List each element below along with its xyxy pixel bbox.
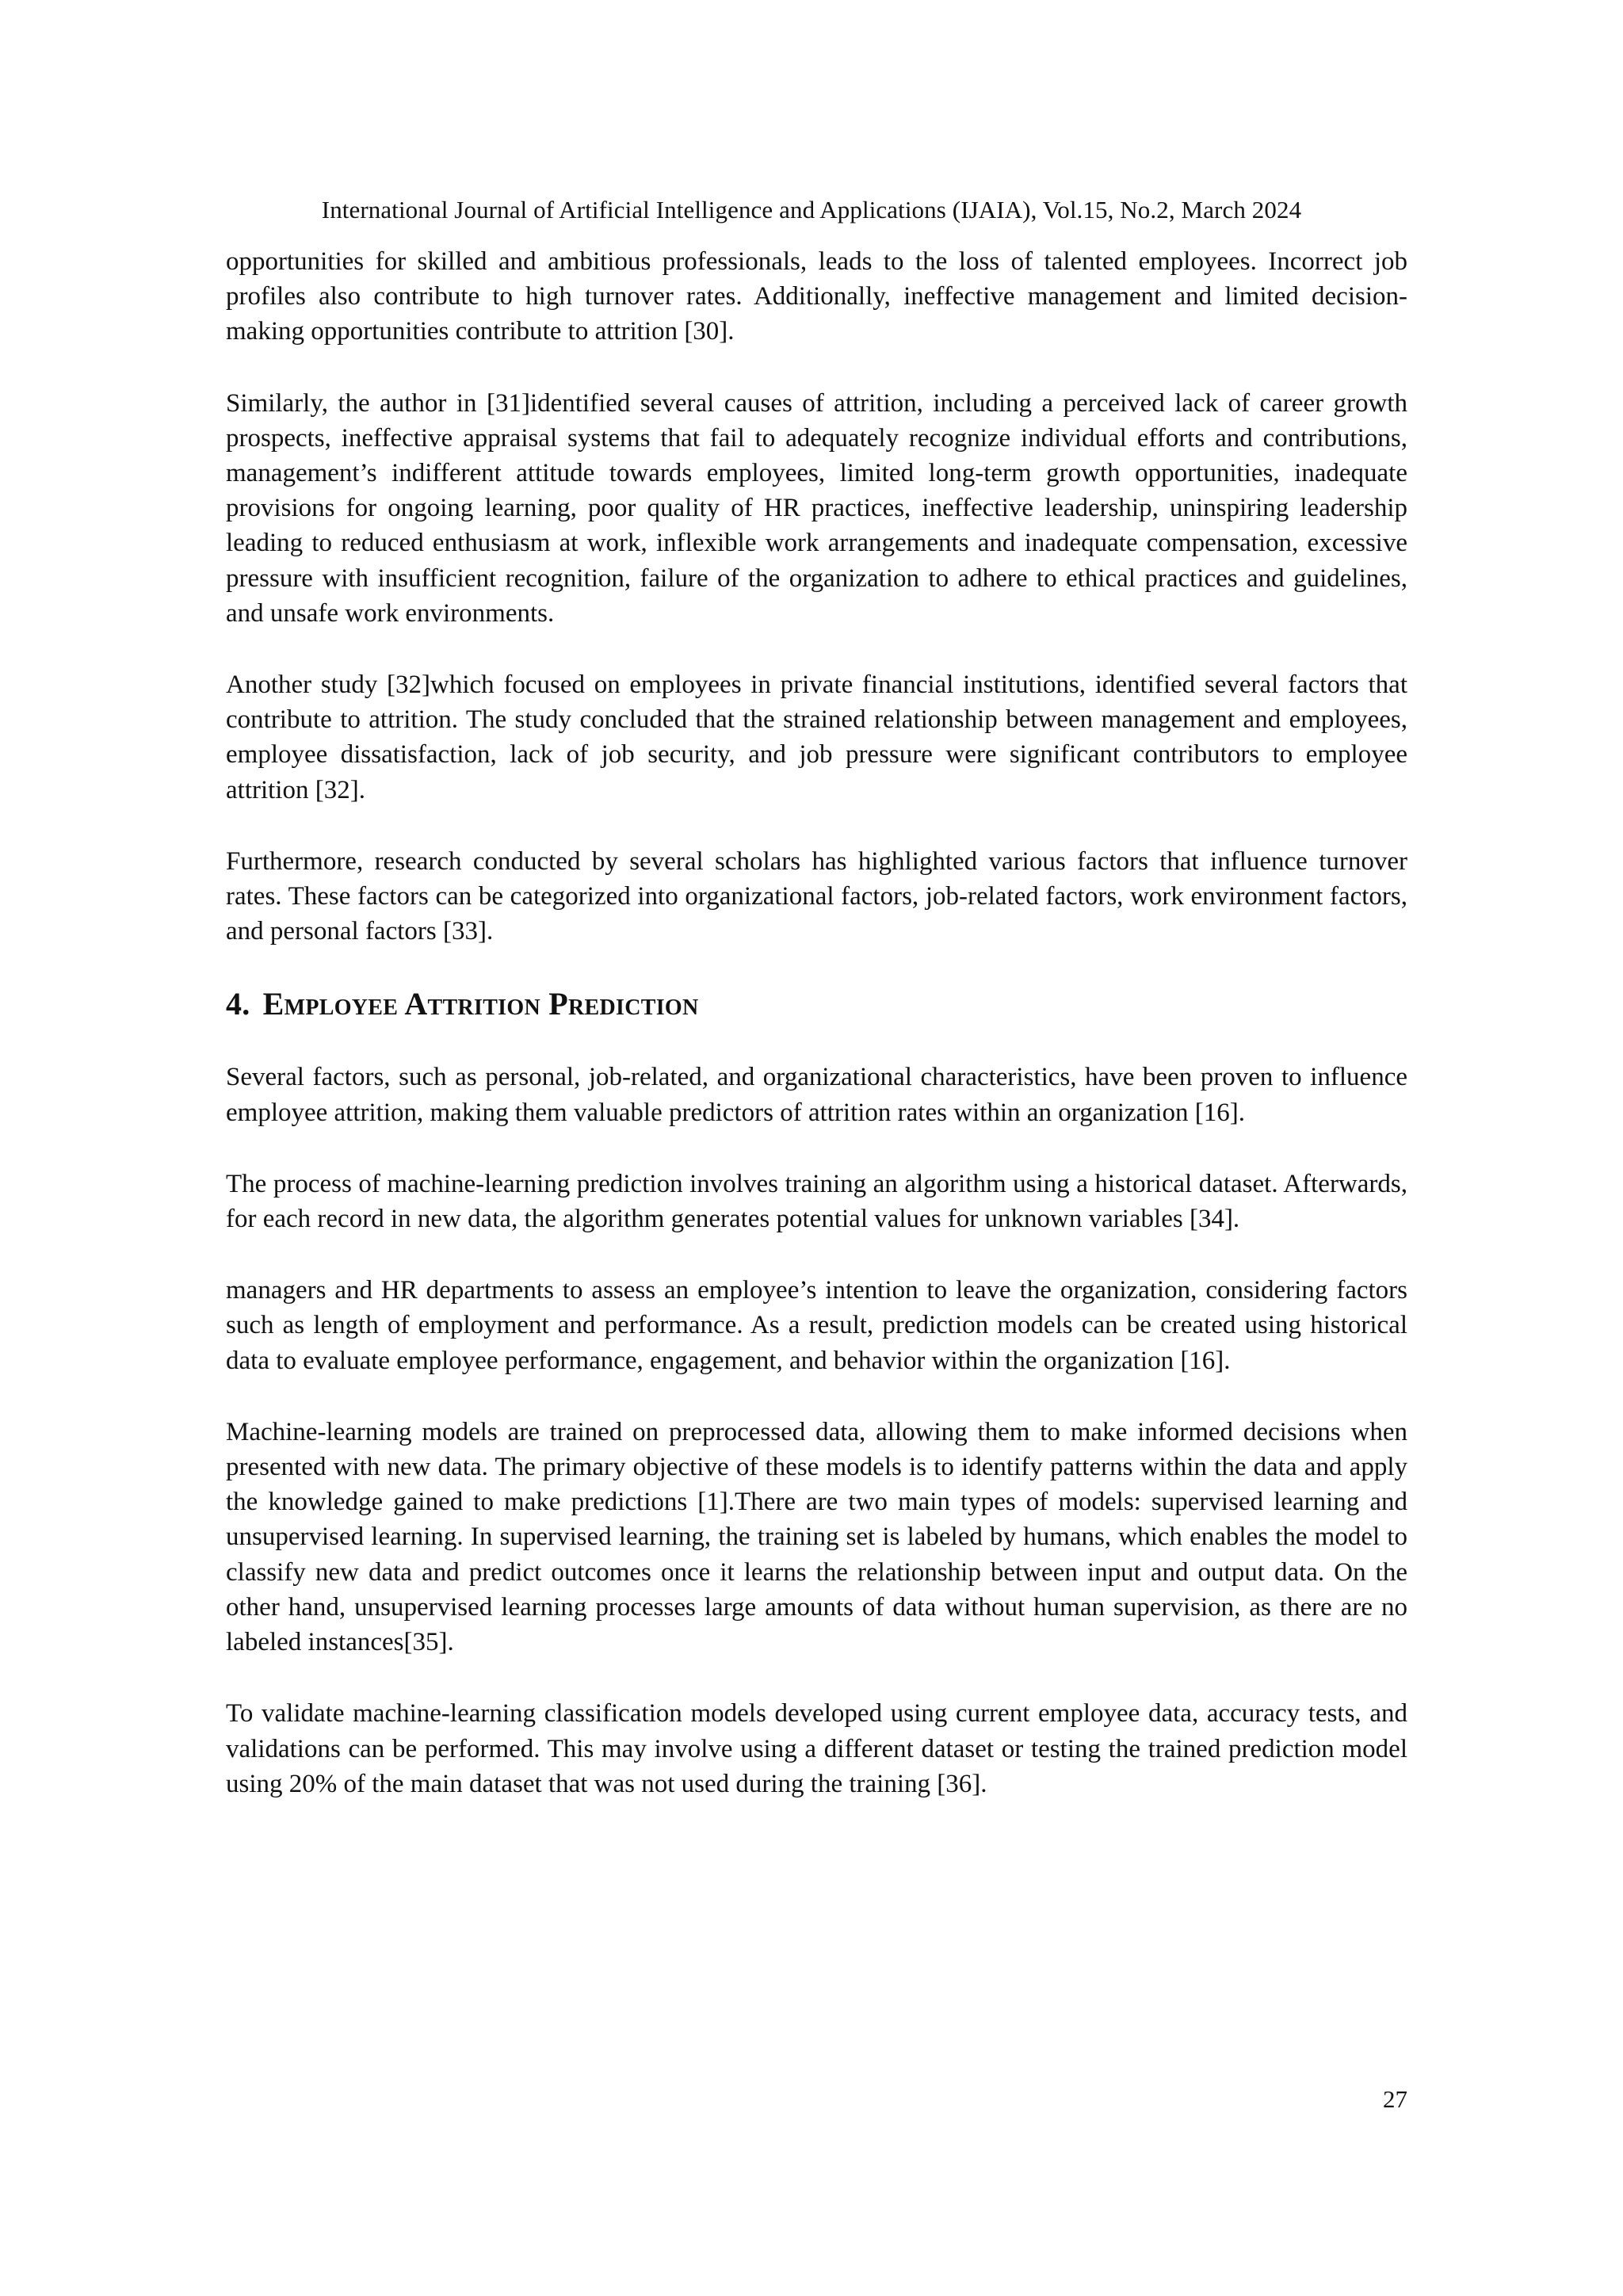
section-heading — [226, 985, 1407, 1023]
body-paragraph: Similarly, the author in [31]identified several causes of attrition, including a perceived lack of career growth prospects, ineffective appraisal systems that fail to adequately recognize individual efforts and contributions, management’s indifferent attitude towards employees, limited long-term growth opportunities, inadequate provisions for ongoing learning, poor quality of HR practices, ineffective leadership, uninspiring leadership leading to reduced enthusiasm at work, inflexible work arrangements and inadequate compensation, excessive pressure with insufficient recognition, failure of the organization to adhere to ethical practices and guidelines, and unsafe work environments. — [226, 388, 1407, 628]
body-paragraph: Furthermore, research conducted by several scholars has highlighted various factors that influence turnover rates. These factors can be categorized into organizational factors, job-related factors, work environment factors, and personal factors [33]. — [226, 846, 1407, 946]
page-number: 27 — [1383, 2085, 1407, 2113]
main-text — [226, 244, 1407, 1838]
running-header: International Journal of Artificial Intelligence and Applications (IJAIA), Vol.15, No.2, March 2024 — [321, 196, 1302, 223]
body-paragraph: managers and HR departments to assess an employee’s intention to leave the organization, considering factors such as length of employment and performance. As a result, prediction models can be created using historical data to evaluate employee performance, engagement, and behavior within the organization [16]. — [226, 1276, 1407, 1375]
section-title: Employee Attrition Prediction — [262, 986, 699, 1022]
body-paragraph: Another study [32]which focused on employees in private financial institutions, identified several factors that contribute to attrition. The study concluded that the strained relationship between management and employees, employee dissatisfaction, lack of job security, and job pressure were significant contributors to employee attrition [32]. — [226, 670, 1407, 804]
body-paragraph: Several factors, such as personal, job-related, and organizational characteristics, have been proven to influence employee attrition, making them valuable predictors of attrition rates within an organization [16]. — [226, 1063, 1407, 1127]
body-paragraph: Machine-learning models are trained on preprocessed data, allowing them to make informed decisions when presented with new data. The primary objective of these models is to identify patterns within the data and apply the knowledge gained to make predictions [1].There are two main types of models: supervised learning and unsupervised learning. In supervised learning, the training set is labeled by humans, which enables the model to classify new data and predict outcomes once it learns the relationship between input and output data. On the other hand, unsupervised learning processes large amounts of data without human supervision, as there are no labeled instances[35]. — [226, 1417, 1407, 1657]
body-paragraph: The process of machine-learning prediction involves training an algorithm using a historical dataset. Afterwards, for each record in new data, the algorithm generates potential values for unknown variables [34]. — [226, 1169, 1407, 1234]
body-paragraph: opportunities for skilled and ambitious professionals, leads to the loss of talented employees. Incorrect job profiles also contribute to high turnover rates. Additionally, ineffective management and limited decision-making opportunities contribute to attrition [30]. — [226, 247, 1407, 346]
body-paragraph: To validate machine-learning classification models developed using current employee data, accuracy tests, and validations can be performed. This may involve using a different dataset or testing the trained prediction model using 20% of the main dataset that was not used during the training [36]. — [226, 1699, 1407, 1798]
section-number: 4. — [226, 986, 250, 1022]
